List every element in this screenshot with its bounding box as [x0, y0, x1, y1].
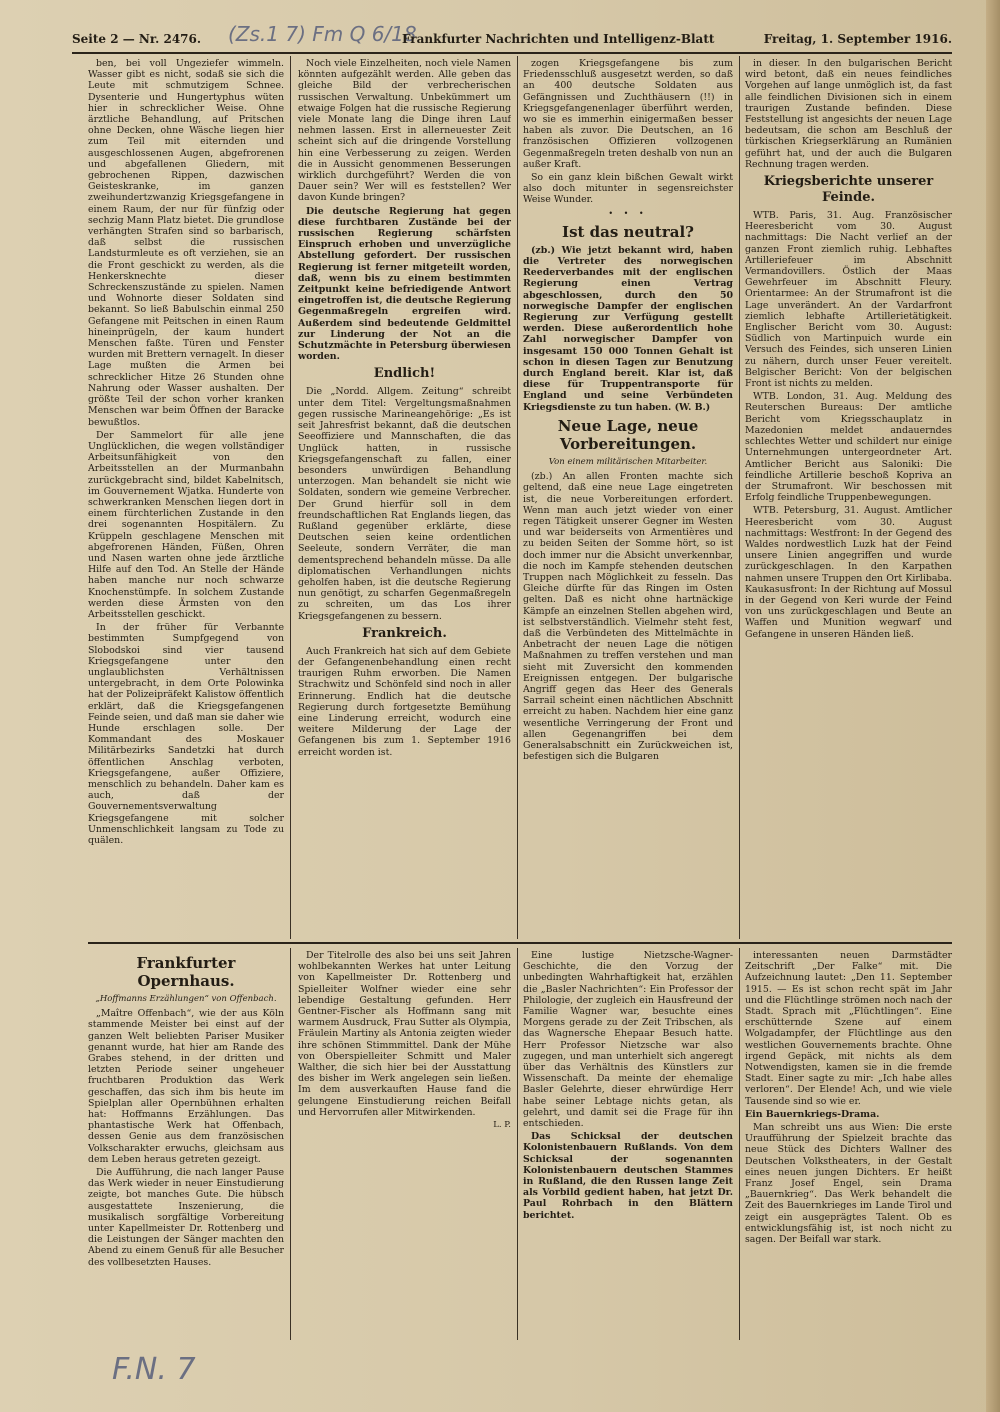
page-edge: [986, 0, 1000, 1412]
paragraph: So ein ganz klein bißchen Gewalt wirkt also doch mitunter in segensreichster Weise Wunder.: [523, 172, 733, 206]
paragraph: Man schreibt uns aus Wien: Die erste Uraufführung der Spielzeit brachte das neue Stück des Dichters Wallner des Deutschen Volkstheaters, in der Gestalt eines neuen jungen Dichters. Er heißt Franz Josef Engel, sein Drama „Bauernkrieg“. Das Werk behandelt die Zeit des Bauernkrieges im Lande Tirol und zeigt ein ausgeprägtes Talent. Ob es entwicklungsfähig ist, ist noch nicht zu sagen. Der Beifall war stark.: [745, 1122, 952, 1246]
paragraph: in dieser. In den bulgarischen Bericht wird betont, daß ein neues feindliches Vorgehen auf lange unmöglich ist, da fast alle feindlichen Divisionen sich in einem traurigen Zustande befinden. Diese Feststellung ist angesichts der neuen Lage bedeutsam, die schon am Beschluß der türkischen Kriegserklärung an Rumänien geführt hat, und der auch die Bulgaren Rechnung tragen werden.: [745, 58, 952, 170]
paragraph: WTB. London, 31. Aug. Meldung des Reuterschen Bureaus: Der amtliche Bericht vom Kriegsschauplatz in Mazedonien meldet andauerndes schlechtes Wetter und schildert nur einige Unternehmungen untergeordneter Art. Amtlicher Bericht aus Saloniki: Die feindliche Artillerie beschoß Kopriva an der Strumafront. Wir beschossen mit Erfolg feindliche Truppenbewegungen.: [745, 391, 952, 504]
paragraph: Die Aufführung, die nach langer Pause das Werk wieder in neuer Einstudierung zeigte, bot manches Gute. Die hübsch ausgestattete Inszenierung, die musikalisch sorgfältige Vorbereitung unter Kapellmeister Dr. Rottenberg und die Leistungen der Sänger machten den Abend zu einem Genuß für alle Besucher des vollbesetzten Hauses.: [88, 1167, 284, 1268]
paragraph: „Maître Offenbach“, wie der aus Köln stammende Meister bei einst auf der ganzen Welt beliebten Pariser Musiker genannt wurde, hat hier am Rande des Grabes stehend, in der dritten und letzten Periode seiner ungeheuer fruchtbaren Produktion das Werk geschaffen, das sich ihm bis heute im Spielplan aller Opernbühnen erhalten hat: Hoffmanns Erzählungen. Das phantastische Werk hat Offenbach, dessen Genie aus dem französischen Volkscharakter erwuchs, gleichsam aus dem Leben heraus getreten gezeigt.: [88, 1008, 284, 1165]
paragraph: (zb.) An allen Fronten machte sich geltend, daß eine neue Lage eingetreten ist, die neue Vorbereitungen erfordert. Wenn man auch jetzt wieder von einer regen Tätigkeit unserer Gegner im Westen und war beiderseits von Armentières und zu beiden Seiten der Somme hört, so ist doch immer nur die Absicht unverkennbar, die noch im Kampfe stehenden deutschen Truppen nach Möglichkeit zu fesseln. Das Gleiche dürfte für das Ringen im Osten gelten. Daß es nicht ohne hartnäckige Kämpfe an einzelnen Stellen abgehen wird, ist selbstverständlich. Vielmehr steht fest, daß die Verbündeten des Mittelmächte in Anbetracht der neuen Lage die nötigen Maßnahmen zu treffen verstehen und man sieht mit Zuversicht den kommenden Ereignissen entgegen. Der bulgarische Angriff gegen das Heer des Generals Sarrail scheint einen nächtlichen Abschnitt erreicht zu haben. Nachdem hier eine ganz wesentliche Verringerung der Front und allen Gegenangriffen bei dem Generalsabschnitt ein Zurückweichen ist, befestigen sich die Bulgaren: [523, 471, 733, 763]
issue-date: Freitag, 1. September 1916.: [763, 32, 952, 46]
column-rule: [290, 56, 291, 939]
headline-frankreich: Frankreich.: [362, 625, 447, 641]
byline: Von einem militärischen Mitarbeiter.: [548, 456, 708, 467]
article-column-2: [298, 58, 511, 938]
paragraph: zogen Kriegsgefangene bis zum Friedensschluß ausgesetzt werden, so daß an 400 deutsche Soldaten aus Gefängnissen und Zuchthäusern (!!) in Kriegsgefangenenlager überführt werden, wo sie es immerhin einigermaßen besser haben als zuvor. Die Deutschen, an 16 französischen Offizieren vollzogenen Gegenmaßregeln treten deshalb von nun an außer Kraft.: [523, 58, 733, 170]
paragraph: WTB. Petersburg, 31. August. Amtlicher Heeresbericht vom 30. August nachmittags: Westfront: In der Gegend des Waldes nordwestlich Luzk hat der Feind unsere Linien angegriffen und wurde zurückgeschlagen. In den Karpathen nahmen unsere Truppen den Ort Kirlibaba. Kaukasusfront: In der Richtung auf Mossul in der Gegend von Keri wurde der Feind von uns zurückgeschlagen und Beute an Waffen und Munition wegwarf und Gefangene in unseren Händen ließ.: [745, 505, 952, 640]
article-nietzsche-wagner: [523, 950, 733, 1340]
handwritten-archive-note: (Zs.1 7) Fm Q 6/18: [228, 22, 417, 46]
article-column-4: [745, 58, 952, 938]
article-opera-review-continued: [298, 950, 511, 1340]
headline-endlich: Endlich!: [373, 366, 436, 382]
paragraph: Das Schicksal der deutschen Kolonistenbauern Rußlands. Von dem Schicksal der sogenannten Kolonistenbauern deutschen Stammes in Rußland, die den Russen lange Zeit als Vorbild gedient haben, hat jetzt Dr. Paul Rohrbach in den Blättern berichtet.: [523, 1131, 733, 1221]
article-prisoner-camps-continued: [88, 58, 284, 938]
paragraph-bold: (zb.) Wie jetzt bekannt wird, haben die Vertreter des norwegischen Reederverbandes mit der englischen Regierung einen Vertrag abgeschlossen, durch den 50 norwegische Dampfer der englischen Regierung zur Verfügung gestellt werden. Diese außerordentlich hohe Zahl norwegischer Dampfer von insgesamt 150 000 Tonnen Gehalt ist schon in diesen Tagen zur Benutzung durch England bereit. Klar ist, daß diese für Truppentransporte für England und seine Verbündeten Kriegsdienste zu tun haben. (W. B.): [523, 244, 733, 413]
article-column-3: [523, 58, 733, 938]
headline-opernhaus: Frankfurter Opernhaus.: [136, 954, 236, 990]
paragraph: Noch viele Einzelheiten, noch viele Namen könnten aufgezählt werden. Alle geben das gleiche Bild der verbrecherischen russischen Verwaltung. Unbekümmert um etwaige Folgen hat die russische Regierung viele Monate lang die Dinge ihren Lauf nehmen lassen. Erst in allerneuester Zeit scheint sich auf die dringende Vorstellung hin eine Verbesserung zu zeigen. Werden die in Aussicht genommenen Besserungen wirklich durchgeführt? Werden die von Dauer sein? Wer will es feststellen? Wer davon Kunde bringen?: [298, 58, 511, 204]
headline-kriegsberichte: Kriegsberichte unserer Feinde.: [763, 174, 934, 206]
column-rule: [739, 948, 740, 1340]
feuilleton-rule: [88, 942, 952, 944]
headline-neue-lage: Neue Lage, neue Vorbereitungen.: [557, 416, 699, 453]
page-header: [72, 26, 952, 54]
paragraph: Auch Frankreich hat sich auf dem Gebiete der Gefangenenbehandlung einen recht traurigen Ruhm erworben. Die Namen Strachwitz und Schönfeld sind noch in aller Erinnerung. Endlich hat die deutsche Regierung durch fortgesetzte Bemühung eine Linderung erreicht, wodurch eine weitere Milderung der Lage der Gefangenen bis zum 1. September 1916 erreicht worden ist.: [298, 645, 511, 758]
column-rule: [739, 56, 740, 939]
subheadline-bauernkriegs-drama: Ein Bauernkriegs-Drama.: [745, 1108, 880, 1120]
section-divider: • • •: [608, 208, 648, 218]
handwritten-bottom-note: F.N. 7: [112, 1352, 196, 1387]
paragraph: Der Sammelort für alle jene Unglücklichen, die wegen vollständiger Arbeitsunfähigkeit von den Arbeitsstellen an der Murmanbahn zurückgebracht sind, bildet Kabelnitsch, im Gouvernement Wjatka. Hunderte von schwerkranken Menschen liegen dort in einem fürchterlichen Zustande in den drei sogenannten Hospitälern. Zu Krüppeln geschlagene Menschen mit abgefrorenen Händen, Füßen, Ohren und Nasen warten ohne jede ärztliche Hilfe auf den Tod. An Stelle der Hände haben manche nur noch schwarze Knochenstümpfe. In solchem Zustande werden diese Ärmsten von den Arbeitsstellen geschickt.: [88, 429, 284, 620]
page-number: Seite 2 — Nr. 2476.: [72, 32, 202, 46]
paragraph: interessanten neuen Darmstädter Zeitschrift „Der Falke“ mit. Die Aufzeichnung lautet: „Den 11. September 1915. — Es ist schon recht spät im Jahr und die Flüchtlinge strömen noch nach der Stadt. Sprach mit „Flüchtlingen“. Eine erschütternde Szene auf einem Wolgadampfer, der Flüchtlinge aus den westlichen Gouvernements brachte. Ohne irgend Gepäck, mit nichts als dem Notwendigsten, kamen sie in die fremde Stadt. Einer sagte zu mir: „Ich habe alles verloren“. Der Elende! Ach, und wie viele Tausende sind so wie er.: [745, 950, 952, 1107]
headline-ist-das-neutral: Ist das neutral?: [562, 222, 694, 241]
paragraph: Die „Nordd. Allgem. Zeitung“ schreibt unter dem Titel: Vergeltungsmaßnahmen gegen russische Marineangehörige: „Es ist seit Jahresfrist bekannt, daß die deutschen Seeoffiziere und Mannschaften, die das Unglück hatten, in russische Kriegsgefangenschaft zu fallen, einer besonders unwürdigen Behandlung unterzogen. Man behandelt sie nicht wie Soldaten, sondern wie gemeine Verbrecher. Der Grund hierfür soll in dem freundschaftlichen Rat Englands liegen, das Rußland gegenüber erklärte, diese Deutschen seien keine ordentlichen Seeleute, sondern Verräter, die man dementsprechend behandeln müsse. Da alle diplomatischen Verhandlungen nichts geholfen haben, ist die deutsche Regierung nun genötigt, zu scharfen Gegenmaßregeln zu schreiten, um das Los ihrer Kriegsgefangenen zu bessern.: [298, 386, 511, 622]
newspaper-title: Frankfurter Nachrichten und Intelligenz-Blatt: [402, 32, 715, 46]
paragraph: Eine lustige Nietzsche-Wagner-Geschichte, die den Vorzug der unbedingten Wahrhaftigkeit hat, erzählen die „Basler Nachrichten“: Ein Professor der Philologie, der zugleich ein Hausfreund der Familie Wagner war, besuchte eines Morgens gerade zu der Zeit Tribschen, als das Wagnersche Ehepaar Besuch hatte. Herr Professor Nietzsche war also zugegen, und man unterhielt sich angeregt über das Verhältnis des Künstlers zur Wissenschaft. Da meinte der ehemalige Basler Gelehrte, dieser ehrwürdige Herr habe seiner Lebtage nichts getan, als gelehrt, und damit sei die Frage für ihn entschieden.: [523, 950, 733, 1130]
article-falke-bauernkrieg: [745, 950, 952, 1340]
column-rule: [517, 948, 518, 1340]
column-rule: [517, 56, 518, 939]
article-opera-review: [88, 950, 284, 1340]
paragraph: Der Titelrolle des also bei uns seit Jahren wohlbekannten Werkes hat unter Leitung von Kapellmeister Dr. Rottenberg und Spielleiter Wolfner wieder eine sehr lebendige Gestaltung gefunden. Herr Gentner-Fischer als Hoffmann sang mit warmem Ausdruck, Frau Sutter als Olympia, Fräulein Martiny als Antonia zeigten wieder ihre schönen Stimmmittel. Dank der Mühe von Oberspielleiter Schmitt und Maler Walther, die sich hier bei der Ausstattung des bisher im Werk angelegen sein ließen. Im dem ausverkauften Hause fand die gelungene Einstudierung reichen Beifall und Hervorrufen aller Mitwirkenden.: [298, 950, 511, 1118]
author-signature: L. P.: [493, 1120, 511, 1131]
paragraph: ben, bei voll Ungeziefer wimmeln. Wasser gibt es nicht, sodaß sie sich die Leute mit schmutzigem Schnee. Dysenterie und Hungertyphus wüten hier in schrecklicher Weise. Ohne ärztliche Behandlung, auf Pritschen ohne Decken, ohne Wäsche liegen hier zum Teil mit eiternden und ausgeschlossenen Augen, abgefrorenen und abgefallenen Gliedern, mit gebrochenen Rippen, dazwischen Geisteskranke, im ganzen zweihundertzwanzig Kriegsgefangene in einem Raum, der nur für fünfzig oder sechzig Mann Platz bietet. Die grundlose verhängten Strafen sind so barbarisch, daß selbst die russischen Landsturmleute es oft verziehen, sie an die Front geschickt zu werden, als die Henkersknechte dieser Schreckenszustände zu spielen. Namen und Wohnorte dieser Soldaten sind bekannt. So ließ Babulschin einmal 250 Gefangene mit Peitschen in einen Raum hineinprügeln, der kaum hundert Menschen faßte. Türen und Fenster wurden mit Brettern vernagelt. In dieser Lage mußten die Armen bei schrecklicher Hitze 26 Stunden ohne Nahrung oder Wasser aushalten. Der größte Teil der schon vorher kranken Menschen war beim Öffnen der Baracke bewußtlos.: [88, 58, 284, 428]
paragraph-bold: Die deutsche Regierung hat gegen diese furchtbaren Zustände bei der russischen Regierung schärfsten Einspruch erhoben und unverzügliche Abstellung gefordert. Der russischen Regierung ist ferner mitgeteilt worden, daß, wenn bis zu einem bestimmten Zeitpunkt keine befriedigende Antwort eingetroffen ist, die deutsche Regierung Gegenmaßregeln ergreifen wird. Außerdem sind bedeutende Geldmittel zur Linderung der Not an die Schutzmächte in Petersburg überwiesen worden.: [298, 205, 511, 363]
column-rule: [290, 948, 291, 1340]
paragraph: WTB. Paris, 31. Aug. Französischer Heeresbericht vom 30. August nachmittags: Die Nacht verlief an der ganzen Front ziemlich ruhig. Lebhaftes Artilleriefeuer im Abschnitt Vermandovillers. Östlich der Maas Gewehrfeuer im Abschnitt Fleury. Orientarmee: An der Strumafront ist die Lage unverändert. An der Vardarfront ziemlich lebhafte Artillerietätigkeit. Englischer Bericht vom 30. August: Südlich von Martinpuich wurde ein Versuch des Feindes, sich unseren Linien zu nähern, durch unser Feuer vereitelt. Belgischer Bericht: Von der belgischen Front ist nichts zu melden.: [745, 210, 952, 390]
paragraph: In der früher für Verbannte bestimmten Sumpfgegend von Slobodskoi sind vier tausend Kriegsgefangene unter den unglaublichsten Verhältnissen untergebracht, in dem Orte Polowinka hat der Polizeipräfekt Kalistow öffentlich erklärt, daß die Kriegsgefangenen Feinde seien, und daß man sie daher wie Hunde erschlagen solle. Der Kommandant des Moskauer Militärbezirks Sandetzki hat durch öffentlichen Anschlag verboten, Kriegsgefangene, außer Offiziere, menschlich zu behandeln. Daher kam es auch, daß der Gouvernementsverwaltung Kriegsgefangene mit solcher Unmenschlichkeit langsam zu Tode zu quälen.: [88, 622, 284, 847]
opera-subtitle: „Hoffmanns Erzählungen“ von Offenbach.: [95, 994, 277, 1004]
